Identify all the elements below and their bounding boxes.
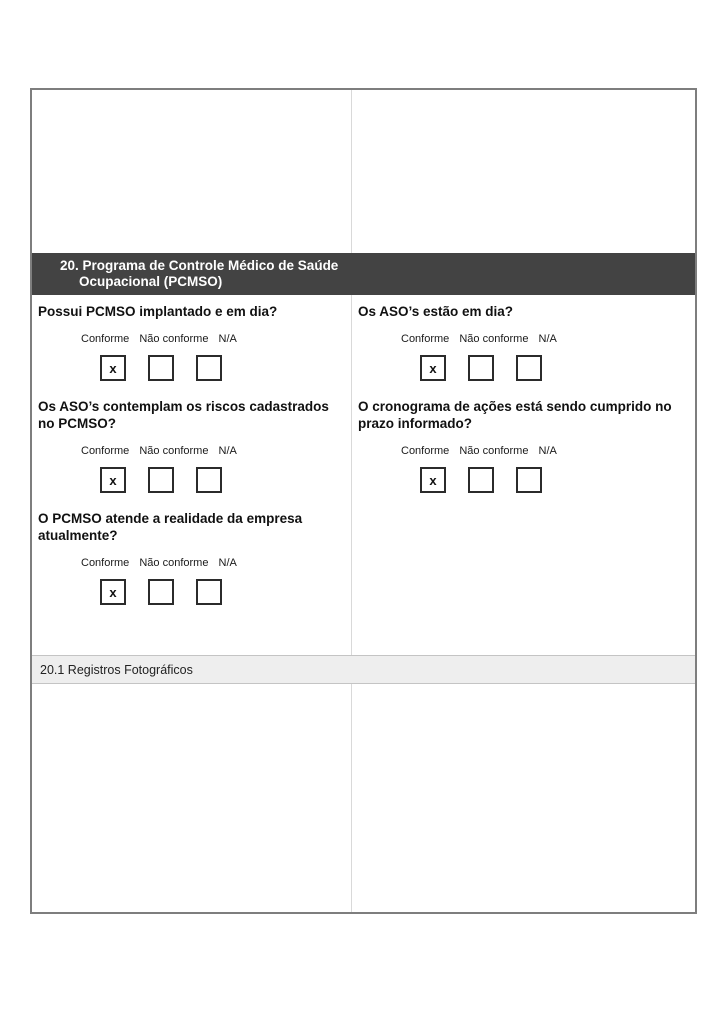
label-nao-conforme: Não conforme xyxy=(459,333,529,345)
checklist-table xyxy=(30,88,697,914)
checkbox-row xyxy=(100,467,345,493)
label-nao-conforme: Não conforme xyxy=(139,557,209,569)
question-text: Os ASO’s estão em dia? xyxy=(358,304,514,319)
empty-cell xyxy=(32,90,352,253)
label-conforme: Conforme xyxy=(401,445,450,457)
question-text: Os ASO’s contemplam os riscos cadastrados no PCMSO? xyxy=(38,399,329,431)
checkbox-nao-conforme[interactable] xyxy=(148,579,174,605)
label-na: N/A xyxy=(538,333,557,345)
empty-cell xyxy=(352,684,695,912)
label-na: N/A xyxy=(538,445,557,457)
question-block xyxy=(38,398,345,493)
label-nao-conforme: Não conforme xyxy=(139,445,209,457)
x-mark-icon: x xyxy=(109,584,117,600)
checkbox-option-labels xyxy=(401,445,689,457)
label-na: N/A xyxy=(218,445,237,457)
checkbox-conforme[interactable] xyxy=(420,467,446,493)
question-block xyxy=(358,303,689,381)
checkbox-conforme[interactable] xyxy=(420,355,446,381)
question-text: O PCMSO atende a realidade da empresa atualmente? xyxy=(38,511,303,543)
checkbox-option-labels xyxy=(81,445,345,457)
checkbox-option-labels xyxy=(401,333,689,345)
x-mark-icon: x xyxy=(429,472,437,488)
checkbox-conforme[interactable] xyxy=(100,467,126,493)
questions-row xyxy=(32,295,695,655)
question-text: O cronograma de ações está sendo cumprido no prazo informado? xyxy=(358,399,672,431)
empty-row-top xyxy=(32,90,695,253)
checkbox-nao-conforme[interactable] xyxy=(148,355,174,381)
subsection-header xyxy=(32,655,695,684)
empty-cell xyxy=(352,90,695,253)
checkbox-nao-conforme[interactable] xyxy=(468,355,494,381)
question-block xyxy=(38,510,345,605)
checkbox-na[interactable] xyxy=(196,579,222,605)
section-header xyxy=(32,253,695,295)
checkbox-conforme[interactable] xyxy=(100,579,126,605)
questions-column-left xyxy=(32,295,352,655)
checkbox-row xyxy=(420,467,689,493)
questions-column-right xyxy=(352,295,695,655)
label-conforme: Conforme xyxy=(81,557,130,569)
x-mark-icon: x xyxy=(109,472,117,488)
checkbox-option-labels xyxy=(81,333,345,345)
checkbox-nao-conforme[interactable] xyxy=(468,467,494,493)
label-nao-conforme: Não conforme xyxy=(459,445,529,457)
checkbox-nao-conforme[interactable] xyxy=(148,467,174,493)
checkbox-na[interactable] xyxy=(196,355,222,381)
label-na: N/A xyxy=(218,333,237,345)
checkbox-row xyxy=(420,355,689,381)
checkbox-na[interactable] xyxy=(516,355,542,381)
checkbox-na[interactable] xyxy=(516,467,542,493)
checkbox-row xyxy=(100,355,345,381)
checkbox-na[interactable] xyxy=(196,467,222,493)
checkbox-conforme[interactable] xyxy=(100,355,126,381)
label-conforme: Conforme xyxy=(401,333,450,345)
question-block xyxy=(358,398,689,493)
section-header-line1: 20. Programa de Controle Médico de Saúde xyxy=(60,258,339,273)
label-conforme: Conforme xyxy=(81,333,130,345)
empty-cell xyxy=(32,684,352,912)
checkbox-row xyxy=(100,579,345,605)
x-mark-icon: x xyxy=(429,360,437,376)
x-mark-icon: x xyxy=(109,360,117,376)
question-text: Possui PCMSO implantado e em dia? xyxy=(38,304,278,319)
label-conforme: Conforme xyxy=(81,445,130,457)
subsection-label: 20.1 Registros Fotográficos xyxy=(40,662,193,677)
label-nao-conforme: Não conforme xyxy=(139,333,209,345)
empty-row-bottom xyxy=(32,684,695,912)
label-na: N/A xyxy=(218,557,237,569)
checkbox-option-labels xyxy=(81,557,345,569)
question-block xyxy=(38,303,345,381)
section-header-line2: Ocupacional (PCMSO) xyxy=(79,274,223,289)
